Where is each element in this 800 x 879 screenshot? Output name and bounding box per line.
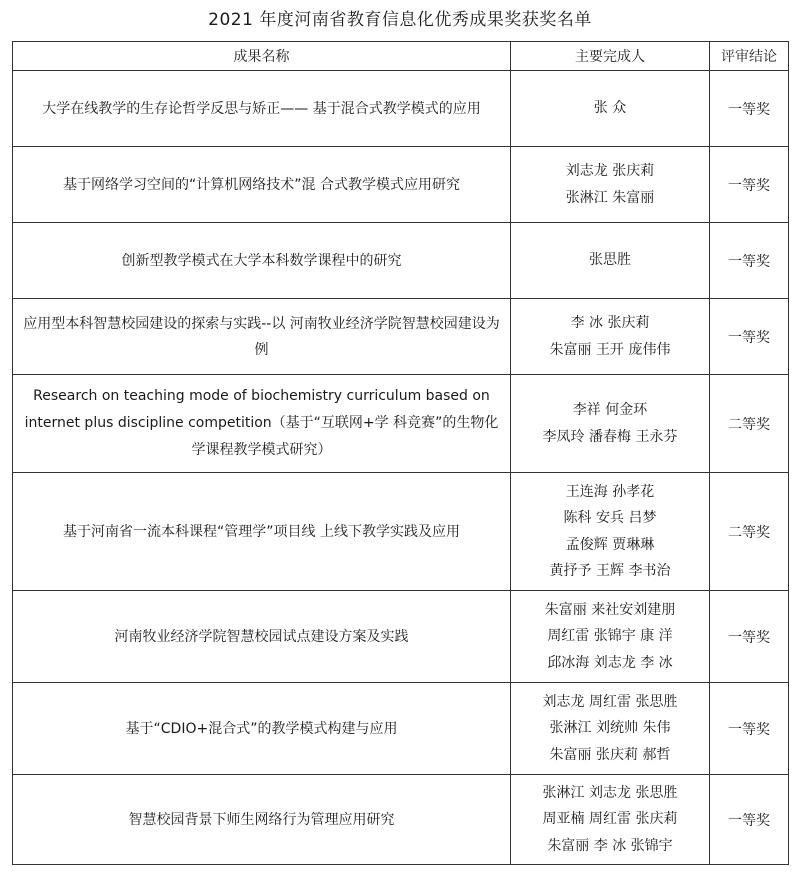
completers-line: 陈科 安兵 吕梦 [563,510,657,526]
achievement-name: 创新型教学模式在大学本科数学课程中的研究 [13,223,511,299]
table-row [13,683,789,775]
completers-line: 李凤玲 潘春梅 王永芬 [542,428,678,445]
completers [511,147,710,223]
document-title: 2021 年度河南省教育信息化优秀成果奖获奖名单 [208,10,592,30]
completers-line: 张思胜 [589,252,631,269]
completers [511,223,710,299]
achievement-name: 大学在线教学的生存论哲学反思与矫正—— 基于混合式教学模式的应用 [13,71,511,147]
achievement-name: 基于河南省一流本科课程“管理学”项目线 上线下教学实践及应用 [13,473,511,591]
achievement-name: 基于网络学习空间的“计算机网络技术”混 合式教学模式应用研究 [13,147,511,223]
header-result: 评审结论 [710,42,789,71]
completers-line: 刘志龙 周红雷 张思胜 [542,693,678,710]
award-result: 一等奖 [710,591,789,683]
completers [511,71,710,147]
table-row [13,775,789,865]
completers [511,473,710,591]
completers [511,375,710,473]
table-row [13,375,789,473]
completers-line: 黄抒予 王辉 李书治 [549,563,671,579]
table-row [13,299,789,375]
completers-line: 李祥 何金环 [572,402,648,418]
completers [511,775,710,865]
table-row [13,473,789,591]
completers-line: 王连海 孙孝花 [565,483,655,500]
awards-table [12,41,789,865]
completers-line: 邱冰海 刘志龙 李 冰 [547,654,673,671]
achievement-name: 河南牧业经济学院智慧校园试点建设方案及实践 [13,591,511,683]
completers [511,591,710,683]
completers-line: 张淋江 刘志龙 张思胜 [542,784,678,801]
completers-line: 朱富丽 李 冰 张锦宇 [547,837,673,854]
award-result: 一等奖 [710,299,789,375]
completers-line: 周红雷 张锦宇 康 洋 [547,628,673,645]
completers-line: 朱富丽 王开 庞伟伟 [549,341,671,358]
achievement-name: 智慧校园背景下师生网络行为管理应用研究 [13,775,511,865]
completers-line: 张淋江 朱富丽 [565,189,655,206]
completers [511,683,710,775]
table-row [13,71,789,147]
header-name: 成果名称 [13,42,511,71]
completers-line: 朱富丽 张庆莉 郝哲 [549,746,671,763]
achievement-name: 基于“CDIO+混合式”的教学模式构建与应用 [13,683,511,775]
award-result: 二等奖 [710,473,789,591]
award-result: 一等奖 [710,71,789,147]
completers-line: 张淋江 刘统帅 朱伟 [549,720,671,737]
completers-line: 孟俊辉 贾琳琳 [565,536,655,553]
award-result: 一等奖 [710,147,789,223]
award-result: 一等奖 [710,775,789,865]
achievement-name: Research on teaching mode of biochemistry curriculum based on internet plus discipline competition（基于“互联网+学 科竞赛”的生物化学课程教学模式研究） [13,375,511,473]
completers-line: 朱富丽 来社安刘建朋 [544,601,676,618]
completers-line: 刘志龙 张庆莉 [565,163,655,179]
table-row [13,147,789,223]
table-row [13,591,789,683]
table-header-row [13,42,789,71]
achievement-name: 应用型本科智慧校园建设的探索与实践--以 河南牧业经济学院智慧校园建设为例 [13,299,511,375]
completers-line: 张 众 [593,100,627,117]
completers-line: 周亚楠 周红雷 张庆莉 [542,811,678,828]
completers [511,299,710,375]
completers-line: 李 冰 张庆莉 [570,315,650,331]
header-people: 主要完成人 [511,42,710,71]
award-result: 一等奖 [710,683,789,775]
table-row [13,223,789,299]
award-result: 二等奖 [710,375,789,473]
award-result: 一等奖 [710,223,789,299]
